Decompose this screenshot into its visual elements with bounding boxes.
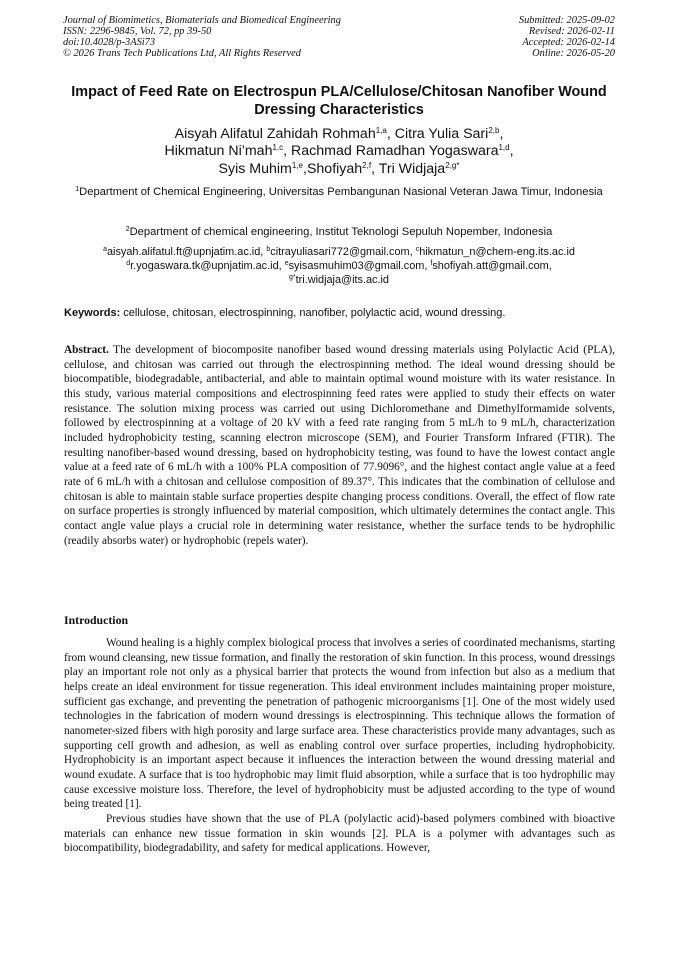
journal-issn: ISSN: 2296-9845, Vol. 72, pp 39-50	[63, 26, 212, 38]
date-submitted: Submitted: 2025-09-02	[518, 15, 615, 26]
author-separator: ,	[386, 126, 395, 142]
author-affiliation-mark: 2,g*	[445, 160, 460, 170]
author-affiliation-mark: 1,a	[375, 126, 387, 135]
email-address: shofiyah.att@gmail.com,	[432, 260, 552, 273]
email-address: syisasmuhim03@gmail.com,	[288, 260, 431, 273]
author-affiliation-mark: 1,c	[272, 143, 284, 153]
date-accepted: Accepted: 2026-02-14	[522, 37, 615, 49]
date-online: Online: 2026-05-20	[532, 48, 615, 60]
email-address: r.yogaswara.tk@upnjatim.ac.id,	[130, 260, 285, 273]
journal-info	[63, 15, 341, 59]
email-address: aisyah.alifatul.ft@upnjatim.ac.id,	[106, 246, 267, 258]
affiliation-text: Department of chemical engineering, Institut Teknologi Sepuluh Nopember, Indonesia	[129, 226, 553, 238]
keywords-label: Keywords:	[64, 307, 121, 319]
email-mark: d	[126, 260, 131, 268]
author-list	[40, 126, 638, 178]
publication-dates	[519, 15, 615, 59]
author: Syis Muhim	[218, 160, 292, 177]
author-separator: ,	[371, 160, 379, 177]
affiliation-mark: 1	[75, 186, 80, 193]
affiliation	[55, 225, 623, 239]
author-separator: ,	[509, 143, 514, 160]
keywords	[64, 306, 638, 320]
journal-copyright: © 2026 Trans Tech Publications Ltd, All Rights Reserved	[63, 48, 301, 60]
email-mark: a	[103, 246, 107, 253]
journal-name: Journal of Biomimetics, Biomaterials and Biomedical Engineering	[63, 15, 341, 26]
journal-doi: doi:10.4028/p-3ASi73	[63, 37, 156, 49]
email-address: hikmatun_n@chem-eng.its.ac.id	[419, 246, 575, 258]
author-affiliation-mark: 1,d	[498, 143, 510, 153]
affiliation	[55, 185, 623, 199]
abstract-text: The development of biocomposite nanofiber based wound dressing materials using Polylactic Acid (PLA), cellulose, and chitosan was carried out through the electrospinning method. The ideal wound dressing should be biocompatible, biodegradable, antibacterial, and able to maintain optimal wound moisture with its water resistance. In this study, various material compositions and electrospinning feed rates were applied to study their effects on water resistance. The solution mixing process was carried out using Dichloromethane and Dimethylformamide solvents, followed by electrospinning at a voltage of 20 kV with a feed rate ranging from 5 mL/h to 9 mL/h, characterization included hydrophobicity testing, scanning electron microscope (SEM), and Fourier Transform Infrared (FTIR). The resulting nanofiber-based wound dressing, based on hydrophobicity testing, was found to have the lowest contact angle value at a feed rate of 6 mL/h with a 100% PLA composition of 77.9096°, and the highest contact angle value at a feed rate of 6 mL/h with a chitosan and cellulose composition of 89.37°. This indicates that the combination of cellulose and chitosan is able to maintain stable surface properties despite changing process conditions. Overall, the effect of flow rate on surface properties is strongly influenced by material composition, which ultimately determines the contact angle. This contact angle value plays a crucial role in determining water resistance, whether the surface tends to be hydrophilic (readily absorbs water) or hydrophobic (repels water).	[64, 344, 615, 547]
email-mark: c	[415, 246, 420, 253]
section-heading: Introduction	[64, 613, 129, 627]
author-separator: ,	[303, 160, 307, 177]
author-affiliation-mark: 2,b	[488, 126, 500, 135]
affiliation-text: Department of Chemical Engineering, Universitas Pembangunan Nasional Veteran Jawa Timur, Indonesia	[79, 186, 603, 198]
author: Hikmatun Ni’mah	[164, 143, 273, 160]
paragraph: Wound healing is a highly complex biological process that involves a series of coordinated mechanisms, starting from wound cleansing, new tissue formation, and finally the restoration of skin function. In this process, wound dressings play an important role not only as a physical barrier that protects the wound from infection but also as a medium that helps create an ideal environment for tissue regeneration. This ideal environment includes maintaining proper moisture, sufficient gas exchange, and preventing the penetration of pathogenic microorganisms [1]. One of the most widely used technologies in the fabrication of modern wound dressings is electrospinning. This technique allows the formation of nanometer-sized fibers with high porosity and large surface area. These characteristics provide many advantages, such as supporting cell growth and adhesion, as well as enabling control over surface properties, including hydrophobicity. Hydrophobicity is an important aspect because it influences the interaction between the wound dressing material and wound exudate. A surface that is too hydrophobic may limit fluid absorption, while a surface that is too hydrophilic may cause excessive moisture loss. Therefore, the level of hydrophobicity must be adjusted according to the type of wound being treated [1].	[64, 637, 615, 811]
author-separator: ,	[283, 143, 292, 160]
author: Aisyah Alifatul Zahidah Rohmah	[174, 126, 376, 142]
author: Citra Yulia Sari	[394, 126, 489, 142]
email-mark: f	[430, 260, 433, 268]
journal-header	[63, 15, 615, 59]
email-mark: g*	[289, 274, 296, 282]
introduction-body	[64, 636, 615, 856]
abstract-label: Abstract.	[64, 344, 109, 356]
author: Shofiyah	[306, 160, 363, 177]
date-revised: Revised: 2026-02-11	[528, 26, 615, 38]
email-address: tri.widjaja@its.ac.id	[295, 274, 389, 287]
author-affiliation-mark: 2,f	[362, 160, 372, 170]
abstract	[64, 343, 615, 548]
email-list	[40, 245, 638, 288]
author: Tri Widjaja	[378, 160, 446, 177]
affiliation-mark: 2	[125, 226, 130, 233]
author-separator: ,	[499, 126, 504, 142]
keywords-text: cellulose, chitosan, electrospinning, nanofiber, polylactic acid, wound dressing.	[120, 307, 506, 319]
author-affiliation-mark: 1,e	[291, 160, 303, 170]
email-mark: e	[284, 260, 289, 268]
email-mark: b	[266, 246, 271, 253]
paragraph: Previous studies have shown that the use of PLA (polylactic acid)-based polymers combined with bioactive materials can enhance new tissue formation in skin wounds [2]. PLA is a polymer with advantages such as biocompatibility, biodegradability, and safety for medical applications. However,	[64, 812, 615, 855]
paper-title: Impact of Feed Rate on Electrospun PLA/Cellulose/Chitosan Nanofiber Wound Dressing Characteristics	[71, 84, 607, 118]
email-address: citrayuliasari772@gmail.com,	[270, 246, 416, 258]
author: Rachmad Ramadhan Yogaswara	[291, 143, 499, 160]
